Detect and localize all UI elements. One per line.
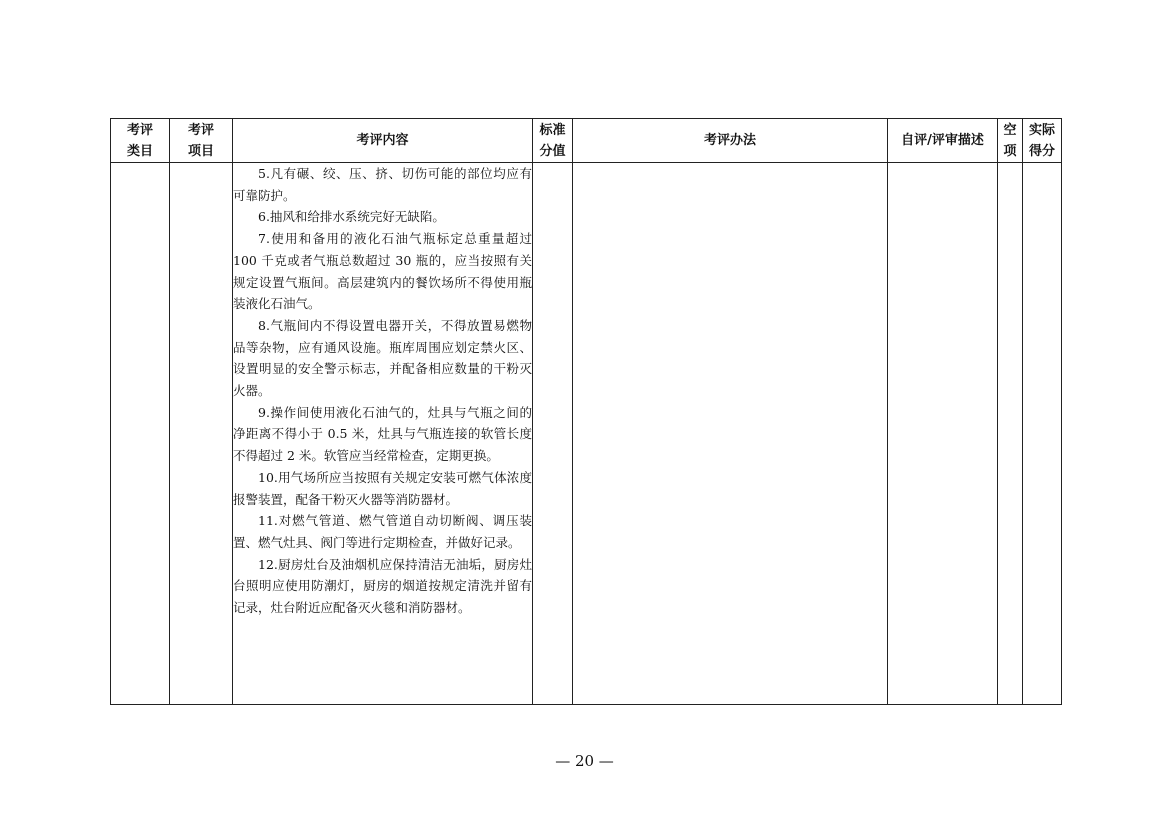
page-number: — 20 — [555,752,614,770]
header-content: 考评内容 [233,119,533,163]
method-cell [573,163,888,705]
header-category: 考评 类目 [111,119,170,163]
actual-score-cell [1023,163,1062,705]
header-blank: 空 项 [998,119,1023,163]
content-item: 5.凡有碾、绞、压、挤、切伤可能的部位均应有可靠防护。 [233,166,532,203]
item-cell [170,163,233,705]
evaluation-table [110,118,1062,705]
header-method: 考评办法 [573,119,888,163]
header-item: 考评 项目 [170,119,233,163]
content-item: 8.气瓶间内不得设置电器开关，不得放置易燃物品等杂物，应有通风设施。瓶库周围应划定禁火区、设置明显的安全警示标志，并配备相应数量的干粉灭火器。 [233,317,532,399]
table-row [111,163,1062,705]
score-cell [533,163,573,705]
header-row [111,119,1062,163]
content-cell [233,163,533,705]
content-item: 6.抽风和给排水系统完好无缺陷。 [258,209,445,225]
content-item: 7.使用和备用的液化石油气瓶标定总重量超过 100 千克或者气瓶总数超过 30 瓶的，应当按照有关规定设置气瓶间。高层建筑内的餐饮场所不得使用瓶装液化石油气。 [233,231,532,312]
header-actual: 实际 得分 [1023,119,1062,163]
self-review-cell [888,163,998,705]
content-item: 10.用气场所应当按照有关规定安装可燃气体浓度报警装置，配备干粉灭火器等消防器材。 [233,469,532,507]
content-item: 9.操作间使用液化石油气的，灶具与气瓶之间的净距离不得小于 0.5 米，灶具与气瓶连接的软管长度不得超过 2 米。软管应当经常检查，定期更换。 [233,404,532,464]
blank-cell [998,163,1023,705]
content-item: 11.对燃气管道、燃气管道自动切断阀、调压装置、燃气灶具、阀门等进行定期检查，并做好记录。 [233,513,532,550]
header-score: 标准 分值 [533,119,573,163]
content-item: 12.厨房灶台及油烟机应保持清洁无油垢，厨房灶台照明应使用防潮灯，厨房的烟道按规定清洗并留有记录，灶台附近应配备灭火毯和消防器材。 [233,556,532,616]
category-cell [111,163,170,705]
header-self-review: 自评/评审描述 [888,119,998,163]
